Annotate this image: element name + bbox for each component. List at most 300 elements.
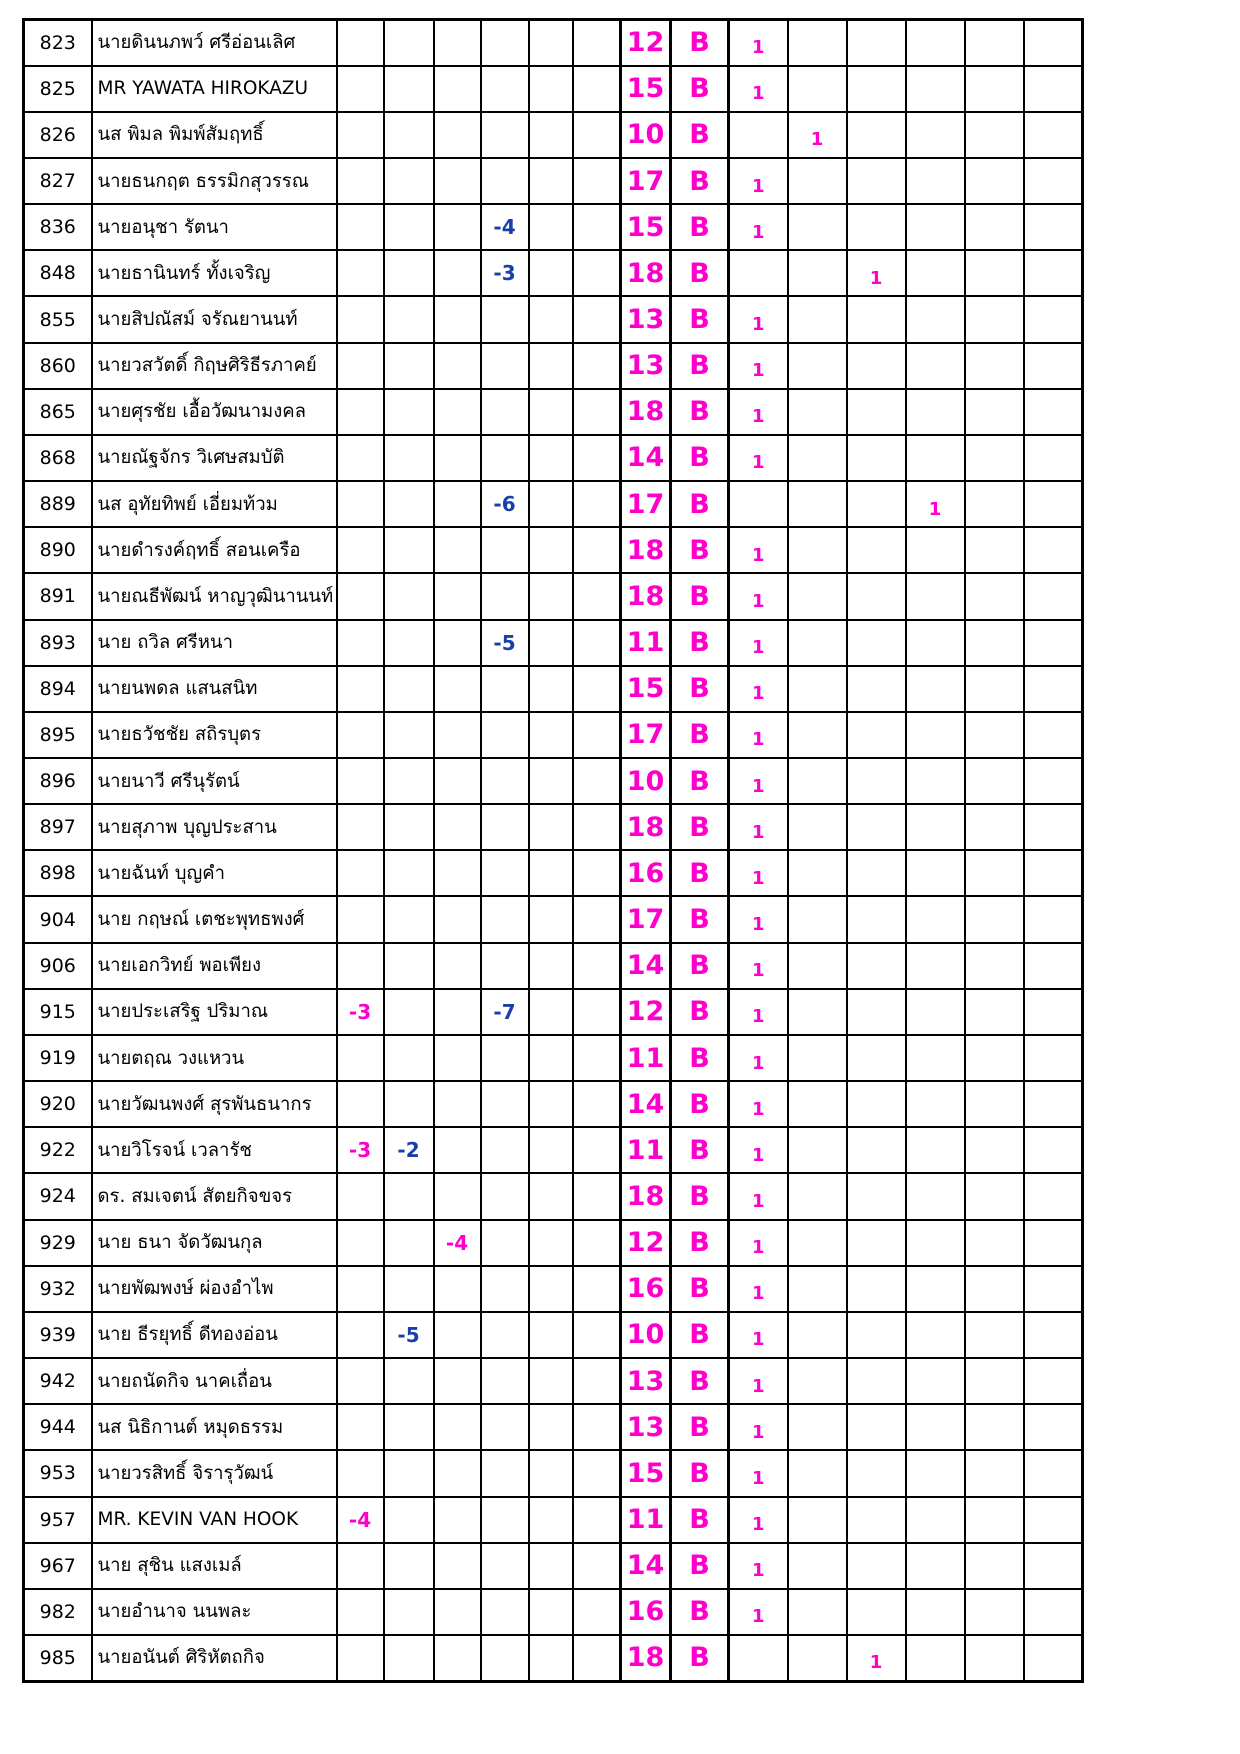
member-number-cell: 985 — [24, 1635, 92, 1681]
score-cell: 18 — [621, 250, 671, 296]
mark-cell — [965, 1312, 1024, 1358]
mark-cell — [847, 989, 906, 1035]
mark-cell — [847, 1266, 906, 1312]
table-row — [24, 1173, 1083, 1219]
member-name-cell: นายถนัดกิจ นาคเถื่อน — [92, 1358, 337, 1404]
mark-cell — [788, 20, 847, 66]
member-number-cell: 967 — [24, 1543, 92, 1589]
mark-cell — [729, 250, 788, 296]
deduction-cell — [481, 712, 529, 758]
deduction-cell — [384, 1173, 434, 1219]
deduction-cell — [481, 1127, 529, 1173]
mark-cell — [1024, 712, 1083, 758]
deduction-cell — [337, 435, 384, 481]
member-name-cell: นายดำรงค์ฤทธิ์ สอนเครือ — [92, 527, 337, 573]
mark-cell — [788, 66, 847, 112]
deduction-cell — [481, 1081, 529, 1127]
deduction-cell — [573, 250, 621, 296]
deduction-cell — [573, 850, 621, 896]
deduction-cell — [337, 527, 384, 573]
mark-cell — [965, 1635, 1024, 1681]
mark-cell — [906, 1127, 965, 1173]
grade-cell: B — [671, 527, 729, 573]
mark-cell — [788, 1450, 847, 1496]
deduction-cell — [434, 850, 481, 896]
table-row — [24, 1312, 1083, 1358]
mark-cell — [906, 66, 965, 112]
deduction-cell — [434, 112, 481, 158]
mark-cell: 1 — [729, 435, 788, 481]
mark-cell — [965, 804, 1024, 850]
score-cell: 18 — [621, 804, 671, 850]
table-row — [24, 435, 1083, 481]
deduction-cell — [384, 1404, 434, 1450]
table-row — [24, 1635, 1083, 1681]
mark-cell — [847, 1035, 906, 1081]
deduction-cell: -4 — [481, 204, 529, 250]
deduction-cell — [337, 1543, 384, 1589]
member-name-cell: นายวัฒนพงศ์ สุรพันธนากร — [92, 1081, 337, 1127]
mark-cell: 1 — [729, 1127, 788, 1173]
mark-cell — [906, 573, 965, 619]
member-number-cell: 891 — [24, 573, 92, 619]
deduction-cell — [434, 158, 481, 204]
score-cell: 11 — [621, 620, 671, 666]
member-name-cell: MR. KEVIN VAN HOOK — [92, 1497, 337, 1543]
mark-cell: 1 — [729, 1497, 788, 1543]
mark-cell — [847, 1543, 906, 1589]
deduction-cell — [384, 389, 434, 435]
mark-cell — [788, 1220, 847, 1266]
table-row — [24, 943, 1083, 989]
score-cell: 14 — [621, 435, 671, 481]
score-cell: 15 — [621, 204, 671, 250]
deduction-cell — [573, 896, 621, 942]
score-cell: 15 — [621, 1450, 671, 1496]
member-number-cell: 919 — [24, 1035, 92, 1081]
mark-cell — [906, 20, 965, 66]
member-number-cell: 848 — [24, 250, 92, 296]
deduction-cell — [573, 989, 621, 1035]
mark-cell — [906, 1589, 965, 1635]
deduction-cell — [481, 296, 529, 342]
mark-cell — [1024, 527, 1083, 573]
member-number-cell: 860 — [24, 343, 92, 389]
mark-cell — [788, 573, 847, 619]
mark-cell — [906, 850, 965, 896]
grade-cell: B — [671, 1497, 729, 1543]
mark-cell — [1024, 435, 1083, 481]
grade-cell: B — [671, 758, 729, 804]
mark-cell — [965, 1127, 1024, 1173]
deduction-cell — [573, 1081, 621, 1127]
member-number-cell: 957 — [24, 1497, 92, 1543]
grade-cell: B — [671, 989, 729, 1035]
deduction-cell — [573, 1035, 621, 1081]
mark-cell: 1 — [729, 804, 788, 850]
deduction-cell — [434, 943, 481, 989]
member-name-cell: นายธวัชชัย สถิรบุตร — [92, 712, 337, 758]
deduction-cell — [573, 620, 621, 666]
deduction-cell — [573, 1404, 621, 1450]
mark-cell — [965, 943, 1024, 989]
member-number-cell: 826 — [24, 112, 92, 158]
member-number-cell: 889 — [24, 481, 92, 527]
deduction-cell — [384, 989, 434, 1035]
deduction-cell — [573, 1589, 621, 1635]
deduction-cell — [573, 1497, 621, 1543]
deduction-cell — [481, 1358, 529, 1404]
deduction-cell — [384, 712, 434, 758]
mark-cell — [847, 666, 906, 712]
table-row — [24, 389, 1083, 435]
mark-cell — [965, 1404, 1024, 1450]
mark-cell — [847, 1081, 906, 1127]
member-number-cell: 855 — [24, 296, 92, 342]
mark-cell — [1024, 158, 1083, 204]
grade-cell: B — [671, 896, 729, 942]
mark-cell — [1024, 296, 1083, 342]
deduction-cell — [529, 850, 573, 896]
deduction-cell — [573, 1173, 621, 1219]
deduction-cell — [337, 250, 384, 296]
deduction-cell — [481, 389, 529, 435]
score-cell: 18 — [621, 1173, 671, 1219]
mark-cell — [788, 758, 847, 804]
score-cell: 18 — [621, 527, 671, 573]
mark-cell — [1024, 666, 1083, 712]
mark-cell — [906, 343, 965, 389]
member-number-cell: 915 — [24, 989, 92, 1035]
table-row — [24, 896, 1083, 942]
deduction-cell — [481, 1450, 529, 1496]
grade-cell: B — [671, 1404, 729, 1450]
member-number-cell: 932 — [24, 1266, 92, 1312]
mark-cell — [965, 527, 1024, 573]
mark-cell — [1024, 1173, 1083, 1219]
mark-cell — [965, 1543, 1024, 1589]
mark-cell — [847, 296, 906, 342]
mark-cell — [1024, 66, 1083, 112]
mark-cell — [788, 343, 847, 389]
table-row — [24, 527, 1083, 573]
deduction-cell — [529, 1312, 573, 1358]
table-row — [24, 20, 1083, 66]
deduction-cell — [384, 943, 434, 989]
deduction-cell — [573, 804, 621, 850]
deduction-cell: -4 — [434, 1220, 481, 1266]
member-name-cell: นายเอกวิทย์ พอเพียง — [92, 943, 337, 989]
deduction-cell — [573, 573, 621, 619]
deduction-cell — [337, 758, 384, 804]
mark-cell — [1024, 1543, 1083, 1589]
mark-cell — [906, 527, 965, 573]
mark-cell — [1024, 758, 1083, 804]
mark-cell — [965, 66, 1024, 112]
deduction-cell — [481, 112, 529, 158]
table-row — [24, 1497, 1083, 1543]
deduction-cell — [337, 1589, 384, 1635]
mark-cell — [1024, 1635, 1083, 1681]
deduction-cell — [384, 1220, 434, 1266]
mark-cell — [1024, 1589, 1083, 1635]
mark-cell — [965, 343, 1024, 389]
table-row — [24, 1358, 1083, 1404]
member-name-cell: นายอนันต์ ศิริหัตถกิจ — [92, 1635, 337, 1681]
mark-cell — [847, 435, 906, 481]
mark-cell — [965, 1081, 1024, 1127]
mark-cell — [965, 1220, 1024, 1266]
member-number-cell: 896 — [24, 758, 92, 804]
deduction-cell — [434, 204, 481, 250]
table-row — [24, 1220, 1083, 1266]
member-number-cell: 890 — [24, 527, 92, 573]
deduction-cell: -3 — [337, 989, 384, 1035]
mark-cell — [906, 943, 965, 989]
score-cell: 16 — [621, 850, 671, 896]
mark-cell — [1024, 989, 1083, 1035]
mark-cell — [1024, 573, 1083, 619]
deduction-cell — [529, 1404, 573, 1450]
deduction-cell: -5 — [384, 1312, 434, 1358]
grade-cell: B — [671, 1543, 729, 1589]
deduction-cell — [481, 1589, 529, 1635]
mark-cell — [788, 896, 847, 942]
deduction-cell — [434, 481, 481, 527]
score-cell: 12 — [621, 20, 671, 66]
score-cell: 16 — [621, 1589, 671, 1635]
mark-cell — [965, 481, 1024, 527]
deduction-cell — [384, 250, 434, 296]
deduction-cell — [573, 758, 621, 804]
deduction-cell — [337, 389, 384, 435]
deduction-cell — [434, 1312, 481, 1358]
mark-cell — [788, 1173, 847, 1219]
mark-cell — [788, 989, 847, 1035]
member-number-cell: 939 — [24, 1312, 92, 1358]
mark-cell — [1024, 1081, 1083, 1127]
deduction-cell — [384, 1450, 434, 1496]
member-number-cell: 895 — [24, 712, 92, 758]
table-row — [24, 158, 1083, 204]
deduction-cell — [337, 66, 384, 112]
mark-cell — [847, 20, 906, 66]
table-row — [24, 573, 1083, 619]
deduction-cell — [337, 850, 384, 896]
deduction-cell — [529, 1358, 573, 1404]
mark-cell — [965, 250, 1024, 296]
score-cell: 11 — [621, 1127, 671, 1173]
grade-cell: B — [671, 66, 729, 112]
mark-cell — [847, 204, 906, 250]
mark-cell — [1024, 1266, 1083, 1312]
member-name-cell: นายณธีพัฒน์ หาญวุฒินานนท์ — [92, 573, 337, 619]
deduction-cell — [573, 527, 621, 573]
member-name-cell: นายพัฒพงษ์ ผ่องอำไพ — [92, 1266, 337, 1312]
deduction-cell: -2 — [384, 1127, 434, 1173]
grade-cell: B — [671, 1173, 729, 1219]
mark-cell — [847, 1312, 906, 1358]
mark-cell — [965, 666, 1024, 712]
mark-cell — [965, 712, 1024, 758]
mark-cell — [965, 1266, 1024, 1312]
mark-cell — [847, 1450, 906, 1496]
mark-cell — [1024, 20, 1083, 66]
mark-cell — [847, 1220, 906, 1266]
mark-cell — [788, 1543, 847, 1589]
mark-cell — [788, 1497, 847, 1543]
deduction-cell — [337, 112, 384, 158]
deduction-cell — [573, 1220, 621, 1266]
score-cell: 10 — [621, 758, 671, 804]
deduction-cell — [573, 296, 621, 342]
deduction-cell — [434, 296, 481, 342]
deduction-cell — [529, 804, 573, 850]
mark-cell — [965, 1173, 1024, 1219]
mark-cell — [729, 112, 788, 158]
deduction-cell — [434, 250, 481, 296]
mark-cell — [1024, 112, 1083, 158]
table-row — [24, 666, 1083, 712]
deduction-cell — [337, 158, 384, 204]
deduction-cell — [434, 1404, 481, 1450]
deduction-cell — [384, 1266, 434, 1312]
member-number-cell: 920 — [24, 1081, 92, 1127]
grade-cell: B — [671, 573, 729, 619]
mark-cell: 1 — [729, 389, 788, 435]
mark-cell — [906, 896, 965, 942]
mark-cell — [965, 389, 1024, 435]
table-row — [24, 250, 1083, 296]
deduction-cell — [434, 435, 481, 481]
mark-cell — [788, 1358, 847, 1404]
score-cell: 17 — [621, 712, 671, 758]
mark-cell — [788, 527, 847, 573]
mark-cell — [1024, 250, 1083, 296]
mark-cell — [965, 620, 1024, 666]
deduction-cell — [337, 620, 384, 666]
member-name-cell: นายนาวี ศรีนุรัตน์ — [92, 758, 337, 804]
member-name-cell: นส นิธิกานต์ หมุดธรรม — [92, 1404, 337, 1450]
mark-cell — [906, 712, 965, 758]
deduction-cell: -7 — [481, 989, 529, 1035]
mark-cell — [1024, 1404, 1083, 1450]
mark-cell — [906, 666, 965, 712]
mark-cell — [1024, 1035, 1083, 1081]
deduction-cell — [573, 712, 621, 758]
mark-cell — [1024, 620, 1083, 666]
table-row — [24, 343, 1083, 389]
deduction-cell — [384, 112, 434, 158]
deduction-cell — [337, 20, 384, 66]
mark-cell — [847, 620, 906, 666]
table-row — [24, 620, 1083, 666]
deduction-cell — [481, 1543, 529, 1589]
mark-cell: 1 — [729, 1173, 788, 1219]
mark-cell — [847, 1173, 906, 1219]
deduction-cell — [384, 804, 434, 850]
mark-cell — [847, 389, 906, 435]
mark-cell — [965, 1035, 1024, 1081]
mark-cell — [847, 1404, 906, 1450]
member-name-cell: นาย ถวิล ศรีหนา — [92, 620, 337, 666]
mark-cell: 1 — [729, 1358, 788, 1404]
mark-cell — [1024, 1220, 1083, 1266]
mark-cell: 1 — [729, 758, 788, 804]
deduction-cell — [529, 712, 573, 758]
deduction-cell — [434, 989, 481, 1035]
score-cell: 18 — [621, 573, 671, 619]
mark-cell: 1 — [906, 481, 965, 527]
score-cell: 12 — [621, 1220, 671, 1266]
member-name-cell: นาย ธีรยุทธิ์ ดีทองอ่อน — [92, 1312, 337, 1358]
mark-cell — [847, 804, 906, 850]
mark-cell — [906, 1404, 965, 1450]
table-row — [24, 712, 1083, 758]
deduction-cell — [434, 1358, 481, 1404]
deduction-cell — [434, 573, 481, 619]
deduction-cell — [481, 158, 529, 204]
table-body — [24, 20, 1083, 1682]
deduction-cell — [384, 158, 434, 204]
deduction-cell — [573, 112, 621, 158]
deduction-cell — [384, 1589, 434, 1635]
deduction-cell — [434, 896, 481, 942]
deduction-cell — [434, 1589, 481, 1635]
mark-cell — [906, 1312, 965, 1358]
deduction-cell — [529, 620, 573, 666]
deduction-cell — [529, 1589, 573, 1635]
deduction-cell — [529, 1635, 573, 1681]
deduction-cell — [481, 1173, 529, 1219]
deduction-cell — [337, 573, 384, 619]
deduction-cell — [384, 1358, 434, 1404]
score-cell: 14 — [621, 943, 671, 989]
mark-cell: 1 — [729, 527, 788, 573]
member-name-cell: นายธนกฤต ธรรมิกสุวรรณ — [92, 158, 337, 204]
mark-cell: 1 — [729, 712, 788, 758]
deduction-cell — [384, 435, 434, 481]
deduction-cell — [573, 1450, 621, 1496]
deduction-cell — [529, 343, 573, 389]
mark-cell: 1 — [729, 850, 788, 896]
mark-cell: 1 — [729, 204, 788, 250]
member-name-cell: นาย กฤษณ์ เตชะพุทธพงศ์ — [92, 896, 337, 942]
deduction-cell — [337, 1358, 384, 1404]
table-row — [24, 989, 1083, 1035]
table-row — [24, 1127, 1083, 1173]
mark-cell — [788, 1404, 847, 1450]
mark-cell — [788, 250, 847, 296]
member-name-cell: นส อุทัยทิพย์ เอี่ยมท้วม — [92, 481, 337, 527]
deduction-cell — [481, 943, 529, 989]
mark-cell — [906, 1035, 965, 1081]
deduction-cell — [481, 1404, 529, 1450]
member-name-cell: นายวสวัตดิ์ กิฤษศิริธีรภาคย์ — [92, 343, 337, 389]
deduction-cell — [384, 204, 434, 250]
deduction-cell — [529, 527, 573, 573]
member-name-cell: นาย ธนา จัดวัฒนกุล — [92, 1220, 337, 1266]
deduction-cell — [434, 712, 481, 758]
deduction-cell — [573, 1358, 621, 1404]
mark-cell: 1 — [729, 1035, 788, 1081]
table-row — [24, 1081, 1083, 1127]
table-row — [24, 850, 1083, 896]
deduction-cell — [384, 896, 434, 942]
score-cell: 13 — [621, 1404, 671, 1450]
mark-cell: 1 — [729, 158, 788, 204]
member-name-cell: นายนพดล แสนสนิท — [92, 666, 337, 712]
